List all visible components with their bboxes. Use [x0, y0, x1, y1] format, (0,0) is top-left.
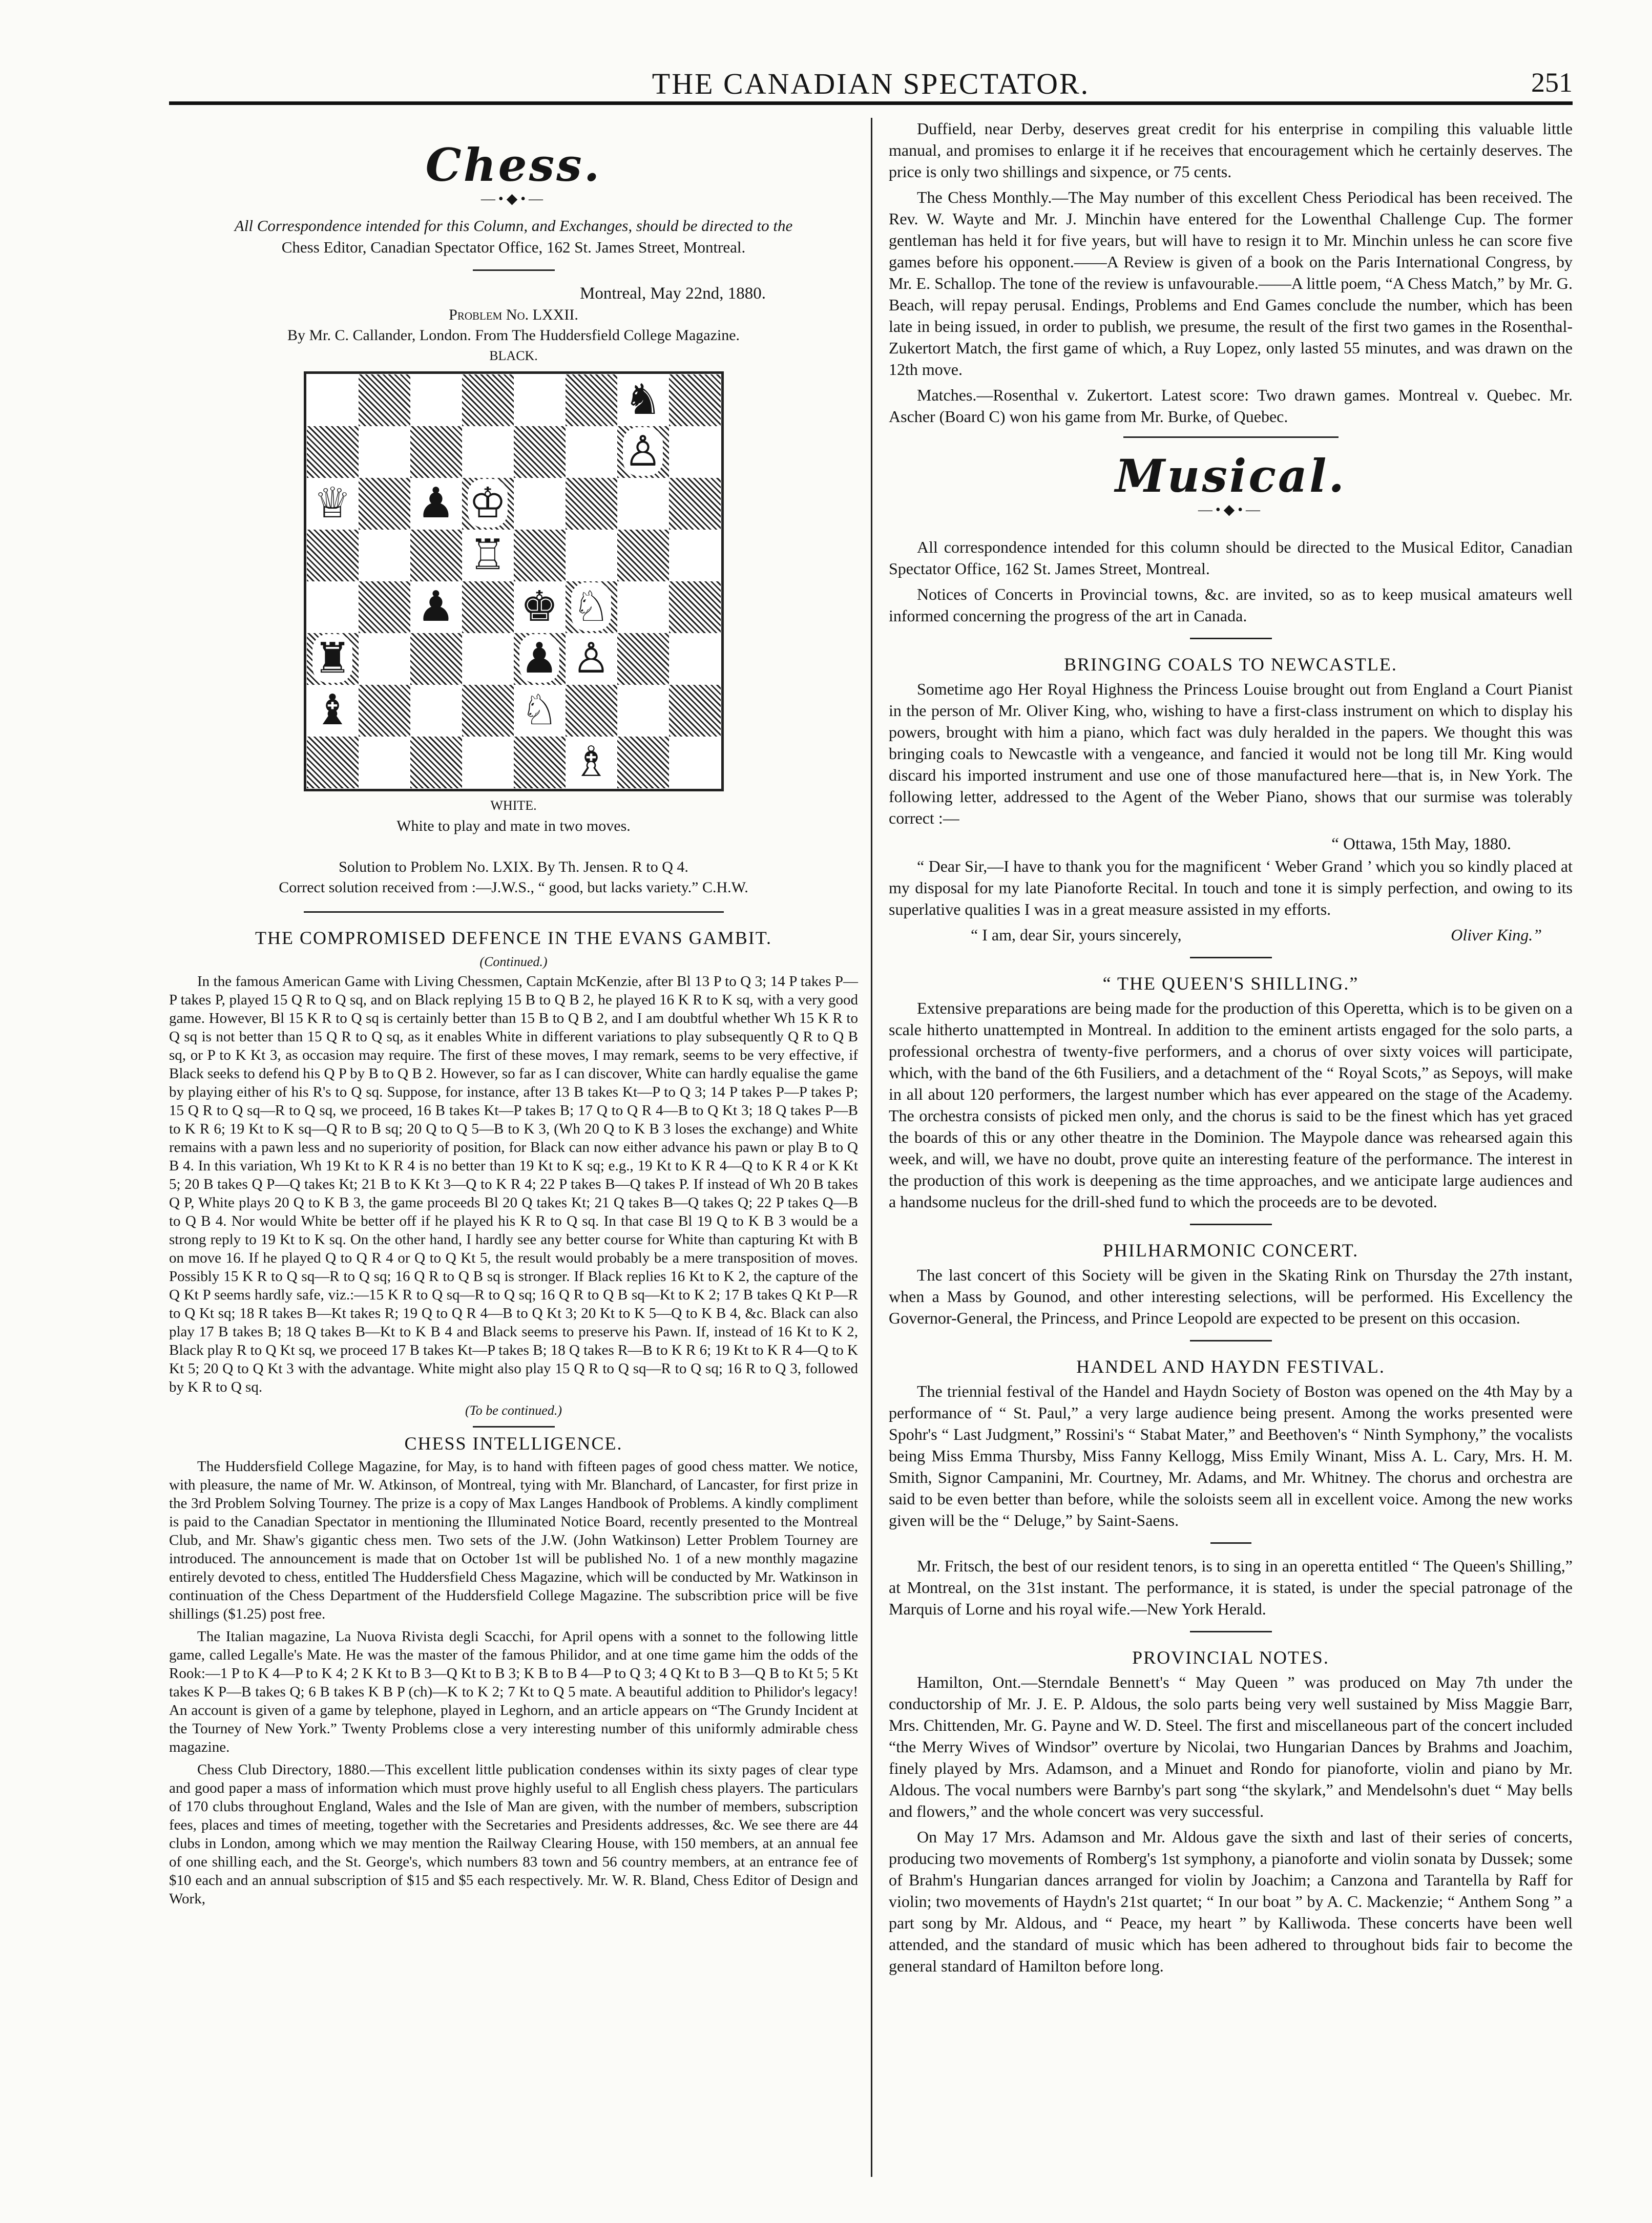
- board-square: [462, 685, 514, 737]
- board-square: [669, 685, 721, 737]
- handel-paragraph: The triennial festival of the Handel and Haydn Society of Boston was opened on the 4th May by a performance of “ St. Paul,” a very large audience being present. Among the works presented were Spohr's “ Last Judgment,” Rossini's “ Stabat Mater,” and Beethoven's “ Ninth Symphony,” the vocalists being Miss Emma Thursby, Miss Fanny Kellogg, Miss Emily Winant, Miss A. L. Cary, Mrs. H. M. Smith, Signor Campanini, Mr. Courtney, Mr. Adams, and Mr. Whitney. The chorus and orchestra are said to be even better than before, while the soloists seem all in excellent voice. Among the new works given will be the “ Deluge,” by Saint-Saens.: [889, 1382, 1573, 1529]
- chess-heading: Chess.: [425, 138, 602, 192]
- left-column: [169, 118, 858, 1912]
- letter-body: “ Dear Sir,—I have to thank you for the magnificent ‘ Weber Grand ’ which you so kindly placed at my disposal for my late Pianoforte Recital. In touch and tone it is simply perfection, and owing to its superlative qualities I was in a great measure assisted in my efforts.: [889, 857, 1573, 918]
- white-pawn-icon: ♙: [572, 634, 610, 683]
- board-square: [462, 426, 514, 478]
- white-king-icon: ♔: [469, 479, 507, 528]
- board-square: [410, 530, 462, 581]
- musical-intro-2: Notices of Concerts in Provincial towns, &c. are invited, so as to keep musical amateurs well informed concerning the progress of the art in Canada.: [889, 585, 1573, 625]
- chess-dateline: Montreal, May 22nd, 1880.: [580, 284, 766, 303]
- board-square: [566, 426, 617, 478]
- board-square: [514, 426, 566, 478]
- provincial-paragraph-1: Hamilton, Ont.—Sterndale Bennett's “ May Queen ” was produced on May 7th under the conductorship of Mr. J. E. P. Aldous, the solo parts being very well sustained by Miss Maggie Barr, Mrs. Chittenden, Mr. G. Payne and W. D. Steel. The first and miscellaneous part of the concert included “the Merry Wives of Windsor” overture by Nicolai, two Hungarian Dances by Brahms and Joachim, finely played by Mrs. Adamson, and a Minuet and Rondo for pianoforte, violin and piano by Mr. Aldous. The vocal numbers were Barnby's part song “the skylark,” and Mendelsohn's duet “ May bells and flowers,” and the whole concert was very successful.: [889, 1673, 1573, 1820]
- white-pawn-icon: ♙: [624, 427, 662, 476]
- chess-intro: All Correspondence intended for this Column, and Exchanges, should be directed to the: [234, 217, 793, 235]
- board-square: [566, 530, 617, 581]
- section-rule: [1190, 638, 1272, 639]
- white-label: WHITE.: [490, 798, 537, 813]
- board-square: [617, 530, 669, 581]
- chess-intro-address: Chess Editor, Canadian Spectator Office, 162 St. James Street, Montreal.: [281, 238, 746, 256]
- black-pawn-icon: ♟: [417, 582, 455, 631]
- section-rule: [1210, 1542, 1251, 1544]
- board-square: [410, 685, 462, 737]
- section-rule: [473, 269, 555, 271]
- board-square: [617, 685, 669, 737]
- white-knight-icon: ♘: [520, 686, 558, 735]
- philharmonic-paragraph: The last concert of this Society will be given in the Skating Rink on Thursday the 27th instant, when a Mass by Gounod, and other interesting selections, will be performed. His Excellency the Governor-General, the Princess, and Prince Leopold are expected to be present on this occasion.: [889, 1266, 1573, 1327]
- masthead-title: THE CANADIAN SPECTATOR.: [652, 67, 1090, 100]
- board-square: [359, 737, 410, 788]
- board-square: [566, 685, 617, 737]
- board-square: [410, 633, 462, 685]
- to-be-continued: (To be continued.): [465, 1403, 562, 1418]
- board-square: [669, 374, 721, 426]
- intel-heading: CHESS INTELLIGENCE.: [404, 1433, 623, 1454]
- black-rook-icon: ♜: [313, 634, 351, 683]
- board-square: [514, 478, 566, 530]
- section-rule: [1190, 957, 1272, 958]
- black-pawn-icon: ♟: [417, 479, 455, 528]
- board-square: [669, 426, 721, 478]
- intel-paragraph-3: Chess Club Directory, 1880.—This excellent little publication condenses within its sixty pages of clear type and good paper a mass of information which must prove highly useful to all English chess players. The particulars of 170 clubs throughout England, Wales and the Isle of Man are given, with the number of members, subscription fees, places and times of meeting, together with the Secretaries and Presidents addresses, &c. We see there are 44 clubs in London, among which we may mention the Railway Clearing House, with 150 members, at an annual fee of one shilling each, and the St. George's, which numbers 83 town and 56 country members, at an entrance fee of $10 each and an annual subscription of $15 and $5 each respectively. Mr. W. R. Bland, Chess Editor of Design and Work,: [169, 1761, 858, 1907]
- board-square: [669, 478, 721, 530]
- section-rule: [1190, 1631, 1272, 1632]
- black-king-icon: ♚: [520, 582, 558, 631]
- board-square: [307, 737, 359, 788]
- section-rule: [304, 911, 724, 913]
- board-square: [462, 581, 514, 633]
- fritsch-paragraph: Mr. Fritsch, the best of our resident tenors, is to sing in an operetta entitled “ The Queen's Shilling,” at Montreal, on the 31st instant. The performance, it is stated, is under the special patronage of the Marquis of Lorne and his royal wife.—New York Herald.: [889, 1557, 1573, 1618]
- philharmonic-heading: PHILHARMONIC CONCERT.: [1102, 1240, 1359, 1261]
- black-bishop-icon: ♝: [313, 686, 351, 735]
- right-column: [889, 118, 1573, 1981]
- section-rule: [1190, 1340, 1272, 1341]
- coals-heading: BRINGING COALS TO NEWCASTLE.: [1064, 654, 1397, 675]
- provincial-paragraph-2: On May 17 Mrs. Adamson and Mr. Aldous gave the sixth and last of their series of concerts, producing two movements of Romberg's 1st symphony, a pianoforte and violin sonata by Dussek; some of Brahm's Hungarian dances arranged for violin by Joachim; a Canzona and Tarantella by Raff for violin; two movements of Haydn's 21st quartet; “ In our boat ” by A. C. Mackenzie; “ Anthem Song ” a part song by Mr. Aldous, and “ Peace, my heart ” by Kalliwoda. These concerts have been well attended, and the standard of music which has been adhered to throughout bids fair to become the general standard of Hamilton before long.: [889, 1828, 1573, 1975]
- coals-paragraph: Sometime ago Her Royal Highness the Princess Louise brought out from England a Court Pianist in the person of Mr. Oliver King, who, wishing to have a first-class instrument on which to display his powers, brought with him a piano, which fact was duly heralded in the papers. We thought this was bringing coals to Newcastle with a vengeance, and fancied it would not be long till Mr. King would discard his imported instrument and use one of those manufactured here—that is, in New York. The following letter, addressed to the Agent of the Weber Piano, shows that our surmise was tolerably correct :—: [889, 680, 1573, 827]
- chess-monthly-paragraph: The Chess Monthly.—The May number of this excellent Chess Periodical has been received. The Rev. W. Wayte and Mr. J. Minchin have entered for the Lowenthal Challenge Cup. The former gentleman has held it for five years, but will have to resign it to Mr. Minchin unless he can score five games before his opponent.——A Review is given of a book on the Paris International Congress, by Mr. E. Schallop. The tone of the review is unfavourable.——A little poem, “A Chess Match,” by Mr. G. Beach, will repay perusal. Endings, Problems and End Games conclude the number, which has been late in being issued, in order to publish, we presume, the result of the first two games in the Rosenthal-Zukertort Match, the first game of which, a Ruy Lopez, only lasted 55 minutes, and was drawn on the 12th move.: [889, 188, 1573, 379]
- letter-dateline: “ Ottawa, 15th May, 1880.: [1331, 835, 1511, 853]
- handel-heading: HANDEL AND HAYDN FESTIVAL.: [1076, 1356, 1385, 1377]
- solution-line: Solution to Problem No. LXIX. By Th. Jensen. R to Q 4.: [339, 858, 688, 875]
- intel-paragraph-2: The Italian magazine, La Nuova Rivista degli Scacchi, for April opens with a sonnet to the following little game, called Legalle's Mate. He was the master of the famous Philidor, and at one time game him the odds of the Rook:—1 P to K 4—P to K 4; 2 K Kt to B 3—Q Kt to B 3; K B to B 4—P to Q 3; 4 Q Kt to B 3—Q B to Kt 5; 5 Kt takes K P—B takes Q; 6 B takes K B P (ch)—K to K 2; 7 Kt to Q 5 mate. A beautiful addition to Philidor's legacy! An account is given of a game by telephone, played in Leghorn, and an article appears on “The Grundy Incident at the Tourney of New York.” Twenty Problems close a very interesting number of this uniformly admirable chess magazine.: [169, 1628, 858, 1755]
- black-label: BLACK.: [489, 348, 538, 363]
- black-pawn-icon: ♟: [520, 634, 558, 683]
- board-square: [669, 581, 721, 633]
- page-number: 251: [1531, 67, 1573, 98]
- ornament-divider: —•◆•—: [1198, 502, 1264, 518]
- board-square: [669, 530, 721, 581]
- board-square: [359, 685, 410, 737]
- board-square: [410, 737, 462, 788]
- letter-signature: Oliver King.”: [1451, 926, 1542, 944]
- board-square: [514, 374, 566, 426]
- board-square: [669, 737, 721, 788]
- board-square: [359, 633, 410, 685]
- matches-paragraph: Matches.—Rosenthal v. Zukertort. Latest score: Two drawn games. Montreal v. Quebec. Mr. Ascher (Board C) won his game from Mr. Burke, of Quebec.: [889, 386, 1573, 426]
- board-square: [359, 426, 410, 478]
- problem-title: Problem No. LXXII.: [449, 306, 578, 323]
- board-square: [566, 478, 617, 530]
- white-bishop-icon: ♗: [572, 738, 610, 786]
- white-rook-icon: ♖: [469, 531, 507, 579]
- provincial-heading: PROVINCIAL NOTES.: [1132, 1647, 1329, 1668]
- queens-paragraph: Extensive preparations are being made for the production of this Operetta, which is to be given on a scale hitherto unattempted in Montreal. In addition to the eminent artists engaged for the solo parts, a professional orchestra of twenty-five performers, and a chorus of over sixty voices will participate, which, with the band of the 6th Fusiliers, and a detachment of the “ Royal Scots,” as Sepoys, will make in all about 120 performers, the largest number which has ever appeared on the stage of the Academy. The orchestra consists of picked men only, and the chorus is said to be the finest which has yet graced the boards of this or any other theatre in the Dominion. The Maypole dance was rehearsed again this week, and will, we have no doubt, prove quite an interesting feature of the performance. The interest in the production of this work is deepening as the time approaches, and we anticipate large audiences and a handsome nucleus for the drill-shed fund to which the proceeds are to be devoted.: [889, 999, 1573, 1211]
- board-square: [617, 581, 669, 633]
- problem-author: By Mr. C. Callander, London. From The Huddersfield College Magazine.: [287, 327, 740, 344]
- board-square: [307, 374, 359, 426]
- continued-label: (Continued.): [479, 954, 548, 969]
- musical-heading: Musical.: [1115, 449, 1347, 502]
- header-rule: [169, 101, 1573, 105]
- white-knight-icon: ♘: [572, 582, 610, 631]
- board-square: [617, 478, 669, 530]
- evans-heading: THE COMPROMISED DEFENCE IN THE EVANS GAMBIT.: [255, 928, 772, 948]
- board-square: [514, 530, 566, 581]
- board-square: [359, 374, 410, 426]
- ornament-divider: —•◆•—: [480, 191, 547, 207]
- board-square: [566, 374, 617, 426]
- problem-caption: White to play and mate in two moves.: [396, 817, 631, 834]
- board-square: [359, 581, 410, 633]
- section-rule: [473, 1426, 555, 1428]
- correct-solutions: Correct solution received from :—J.W.S., “ good, but lacks variety.” C.H.W.: [279, 879, 748, 896]
- board-square: [462, 737, 514, 788]
- queens-heading: “ THE QUEEN'S SHILLING.”: [1102, 973, 1359, 994]
- white-queen-icon: ♕: [313, 479, 351, 528]
- section-rule: [1190, 1224, 1272, 1225]
- board-square: [462, 633, 514, 685]
- column-divider: [871, 118, 872, 2177]
- letter-signoff: [889, 924, 1573, 946]
- intel-paragraph-1: The Huddersfield College Magazine, for May, is to hand with fifteen pages of good chess matter. We notice, with pleasure, the name of Mr. W. Atkinson, of Montreal, tying with Mr. Blanchard, of Lancaster, for first prize in the 3rd Problem Solving Tourney. The prize is a copy of Max Langes Handbook of Problems. A kindly compliment is paid to the Canadian Spectator in mentioning the Illuminated Notice Board, recently presented to the Montreal Club, and Mr. Shaw's gigantic chess men. Two sets of the J.W. (John Watkinson) Letter Problem Tourney are introduced. The announcement is made that on October 1st will be published No. 1 of a new monthly magazine entirely devoted to chess, entitled The Huddersfield Chess Magazine, which will be conducted by Mr. Watkinson in continuation of the Chess Department of the Huddersfield College Magazine. The subscribtion price will be five shillings ($1.25) post free.: [169, 1458, 858, 1622]
- board-square: [359, 478, 410, 530]
- board-square: [307, 426, 359, 478]
- board-square: [307, 581, 359, 633]
- board-square: [669, 633, 721, 685]
- musical-intro-1: All correspondence intended for this column should be directed to the Musical Editor, Canadian Spectator Office, 162 St. James Street, Montreal.: [889, 538, 1573, 578]
- board-square: [410, 374, 462, 426]
- letter-closing: “ I am, dear Sir, yours sincerely,: [971, 926, 1182, 944]
- board-square: [617, 737, 669, 788]
- board-square: [410, 426, 462, 478]
- newspaper-page: [169, 56, 1573, 2192]
- board-square: [359, 530, 410, 581]
- board-square: [462, 374, 514, 426]
- board-square: [514, 737, 566, 788]
- evans-body: In the famous American Game with Living Chessmen, Captain McKenzie, after Bl 13 P to Q 3; 14 P takes P—P takes P, played 15 Q R to Q sq, and on Black replying 15 B to Q B 2, he played 16 K R to K sq, with a very good game. However, Bl 15 K R to Q sq is certainly better than 15 B to Q B 2, and I am doubtful whether Wh 15 K R to Q sq is not better than 15 Q R to Q sq, as it enables White in different variations to play subsequently Q R to Q B sq, or P to K Kt 3, as occasion may require. The first of these moves, I may remark, seems to be very effective, if Black seeks to defend his Q P by B to Q B 2. However, so far as I can discover, White can hardly equalise the game by playing either of his R's to Q sq. Suppose, for instance, after 13 B takes Kt—P to Q 3; 14 P takes P—P takes P; 15 Q R to Q sq—R to Q sq, we proceed, 16 B takes Kt—P takes B; 17 Q to Q R 4—B to Q Kt 3; 18 Q takes P—B to K R 6; 19 Kt to K sq—Q R to B sq; 20 Q to Q 5—B to K 3, (Wh 20 Q to K B 3 loses the exchange) and White remains with a pawn less and no superiority of position, for Black can now either advance his pawn or play B to Q B 4. In this variation, Wh 19 Kt to K R 4 is no better than 19 Kt to K sq; e.g., 19 Kt to K R 4—Q to K R 4 or K Kt 5; 20 B takes Q P—Q takes Kt; 21 B to K Kt 3—Q to K R 4; 22 P takes B—Q takes P. If instead of Wh 20 B takes Q P, White plays 20 Q to K B 3, the game proceeds Bl 20 Q takes Kt; 21 Q takes B—Q takes Q; 22 P takes Q—B to Q B 4. Nor would White be better off if he played his K R to Q sq. In that case Bl 19 Q to K B 3 would be a strong reply to 19 Kt to K sq. On the other hand, I hardly see any better course for White than capturing Kt with B on move 16. If he played Q to Q R 4 or Q to Q Kt 5, the result would probably be a mere transposition of moves. Possibly 15 K R to Q sq—R to Q sq; 16 Q R to Q B sq is stronger. If Black replies 16 Kt to K 2, the capture of the Q Kt P seems hardly safe, viz.:—15 K R to Q sq—R to Q sq; 16 Q R to Q B sq—Kt to K 2; 17 B takes Q Kt P—R to Q Kt sq; 18 R takes B—Kt takes R; 19 Q to Q R 4—B to Q Kt 3; 20 Kt to K 5—Q to K B 4, &c. Black can also play 17 B takes B; 18 Q takes B—Kt to K B 4 and Black seems to preserve his Pawn. If, instead of 16 Kt to K 2, Black play R to Q Kt sq, we proceed 17 B takes Kt—P takes B; 18 Q takes R—B to K R 6; 19 Kt to K R 4—Q to K Kt 5; 20 Q to Q Kt 3 with the advantage. White might also play 15 Q R to Q sq—R to Q sq; 16 R to Q 3, followed by K R to Q sq.: [169, 973, 858, 1395]
- chess-cont-paragraph-1: Duffield, near Derby, deserves great credit for his enterprise in compiling this valuable little manual, and promises to enlarge it if he receives that encouragement which he certainly deserves. The price is only two shillings and sixpence, or 75 cents.: [889, 119, 1573, 181]
- board-square: [617, 633, 669, 685]
- board-square: [307, 530, 359, 581]
- chess-board: [304, 371, 724, 791]
- black-knight-icon: ♞: [624, 375, 662, 424]
- section-rule: [1123, 436, 1339, 438]
